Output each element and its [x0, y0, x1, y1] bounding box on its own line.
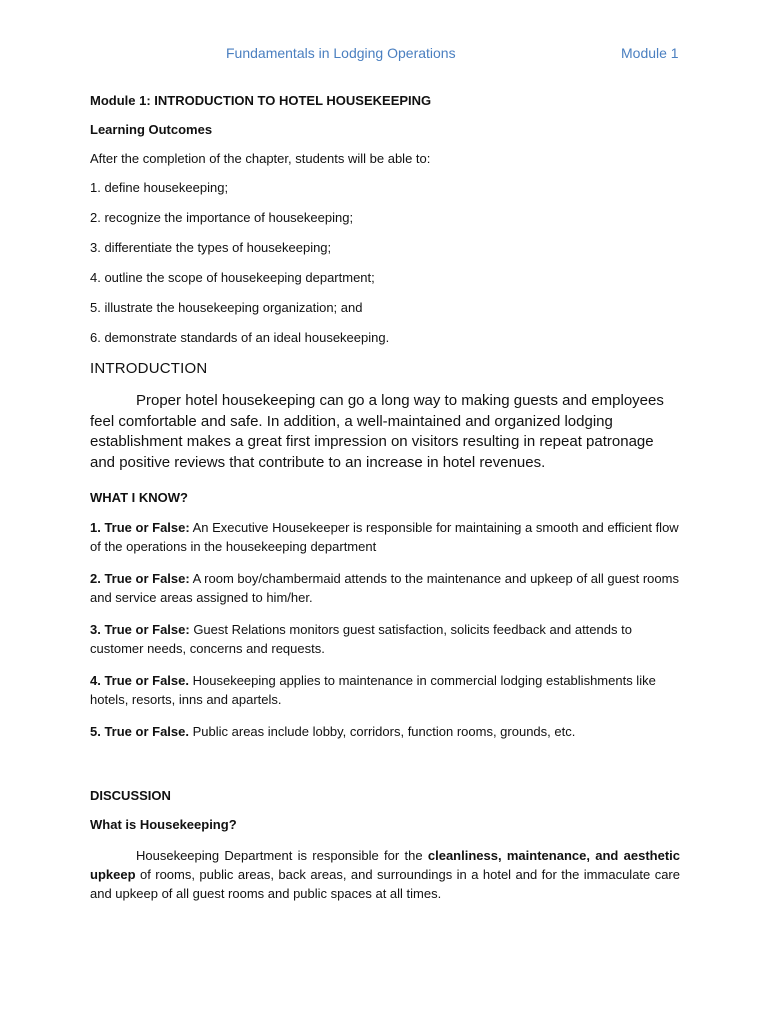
introduction-paragraph — [90, 391, 680, 473]
quiz-label: 2. True or False: — [90, 571, 190, 586]
discussion-text-before: Housekeeping Department is responsible for the — [136, 847, 428, 863]
quiz-text: An Executive Housekeeper is responsible for maintaining a smooth and efficient flow of the operations in the housekeeping department — [90, 520, 679, 554]
introduction-paragraph-text: Proper hotel housekeeping can go a long way to making guests and employees feel comfortable and safe. In addition, a well-maintained and organized lodging establishment makes a great first impression on visitors resulting in repeat patronage and positive reviews that contribute to an increase in hotel revenues. — [90, 392, 664, 471]
introduction-heading: INTRODUCTION — [90, 360, 208, 377]
discussion-paragraph — [90, 846, 680, 903]
quiz-item — [90, 672, 680, 709]
outcome-item: 5. illustrate the housekeeping organization; and — [90, 300, 363, 315]
quiz-label: 3. True or False: — [90, 622, 190, 637]
learning-outcomes-intro: After the completion of the chapter, students will be able to: — [90, 151, 431, 166]
quiz-label: 4. True or False. — [90, 673, 189, 688]
quiz-text: Housekeeping applies to maintenance in commercial lodging establishments like hotels, resorts, inns and apartels. — [90, 673, 656, 707]
module-heading: Module 1: INTRODUCTION TO HOTEL HOUSEKEEPING — [90, 93, 432, 108]
what-i-know-heading: WHAT I KNOW? — [90, 490, 188, 505]
discussion-text-bold: cleanliness, maintenance, and aesthetic upkeep — [90, 847, 680, 882]
quiz-item — [90, 621, 680, 658]
page-body — [90, 93, 680, 903]
discussion-text-after: of rooms, public areas, back areas, and surroundings in a hotel and for the immaculate care and upkeep of all guest rooms and public spaces at all times. — [90, 866, 680, 901]
outcome-item: 1. define housekeeping; — [90, 180, 229, 195]
quiz-item — [90, 570, 680, 607]
learning-outcomes-heading: Learning Outcomes — [90, 122, 213, 137]
what-is-housekeeping-heading: What is Housekeeping? — [90, 816, 237, 832]
outcome-item: 6. demonstrate standards of an ideal housekeeping. — [90, 330, 390, 345]
header-title: Fundamentals in Lodging Operations — [226, 45, 456, 61]
quiz-text: A room boy/chambermaid attends to the maintenance and upkeep of all guest rooms and service areas assigned to him/her. — [90, 571, 679, 605]
quiz-text: Guest Relations monitors guest satisfaction, solicits feedback and attends to customer needs, concerns and requests. — [90, 622, 632, 656]
quiz-item — [90, 723, 680, 742]
quiz-text: Public areas include lobby, corridors, function rooms, grounds, etc. — [189, 724, 576, 739]
outcome-item: 3. differentiate the types of housekeeping; — [90, 240, 332, 255]
discussion-heading: DISCUSSION — [90, 787, 171, 803]
quiz-label: 1. True or False: — [90, 520, 190, 535]
outcome-item: 4. outline the scope of housekeeping department; — [90, 270, 375, 285]
header-module: Module 1 — [621, 45, 679, 61]
outcome-item: 2. recognize the importance of housekeeping; — [90, 210, 354, 225]
quiz-label: 5. True or False. — [90, 724, 189, 739]
quiz-item — [90, 519, 680, 556]
